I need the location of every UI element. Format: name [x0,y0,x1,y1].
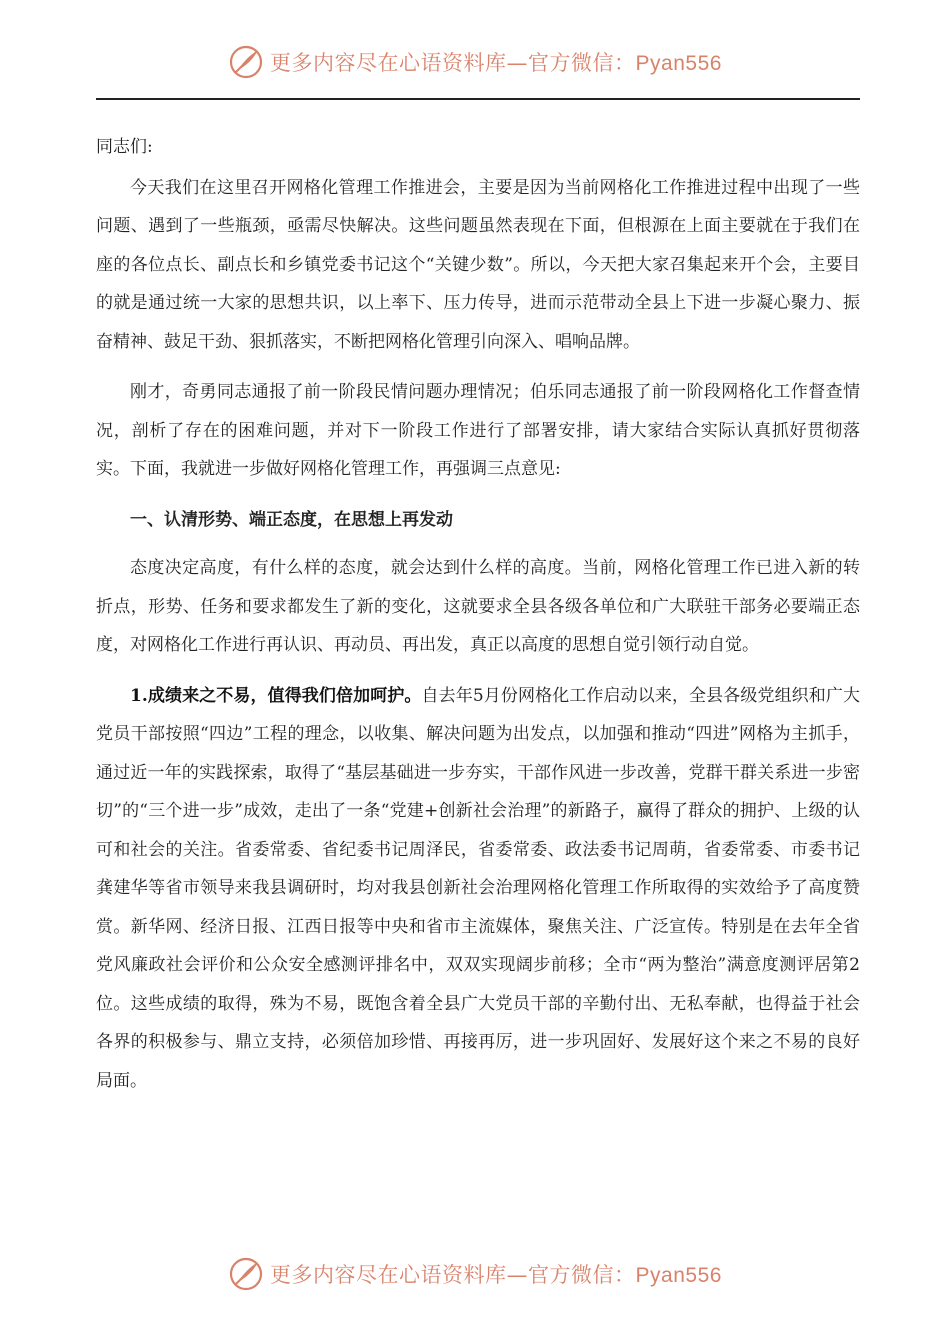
wechat-id: Pyan556 [635,52,722,75]
wechat-id: Pyan556 [635,1264,722,1287]
greeting: 同志们: [96,137,153,157]
document-body [96,128,860,1112]
paragraph-2: 刚才，奇勇同志通报了前一阶段民情问题办理情况；伯乐同志通报了前一阶段网格化工作督查情况，剖析了存在的困难问题，并对下一阶段工作进行了部署安排，请大家结合实际认真抓好贯彻落实。下面，我就进一步做好网格化管理工作，再强调三点意见: [96,382,860,479]
banner-text [270,47,722,77]
section-heading-1: 一、认清形势、端正态度，在思想上再发动 [130,509,453,530]
header-banner [0,40,950,84]
banner-text [270,1259,722,1289]
banner-slogan: 更多内容尽在心语资料库—官方微信： [270,1263,636,1287]
header-divider [96,98,860,100]
footer-banner [0,1252,950,1296]
paragraph-3: 态度决定高度，有什么样的态度，就会达到什么样的高度。当前，网格化管理工作已进入新的转折点，形势、任务和要求都发生了新的变化，这就要求全县各级各单位和广大联驻干部务必要端正态度，对网格化工作进行再认识、再动员、再出发，真正以高度的思想自觉引领行动自觉。 [96,558,860,655]
quill-logo-icon [228,1256,264,1292]
paragraph-4-lead: 1.成绩来之不易，值得我们倍加呵护。 [130,685,422,706]
paragraph-1: 今天我们在这里召开网格化管理工作推进会，主要是因为当前网格化工作推进过程中出现了一些问题、遇到了一些瓶颈，亟需尽快解决。这些问题虽然表现在下面，但根源在上面主要就在于我们在座的各位点长、副点长和乡镇党委书记这个“关键少数”。所以，今天把大家召集起来开个会，主要目的就是通过统一大家的思想共识，以上率下、压力传导，进而示范带动全县上下进一步凝心聚力、振奋精神、鼓足干劲、狠抓落实，不断把网格化管理引向深入、唱响品牌。 [96,177,860,352]
quill-logo-icon [228,44,264,80]
paragraph-4 [96,677,860,1101]
paragraph-4-body: 自去年5月份网格化工作启动以来，全县各级党组织和广大党员干部按照“四边”工程的理念，以收集、解决问题为出发点，以加强和推动“四进”网格为主抓手，通过近一年的实践探索，取得了“基层基础进一步夯实，干部作风进一步改善，党群干群关系进一步密切”的“三个进一步”成效，走出了一条“党建+创新社会治理”的新路子，赢得了群众的拥护、上级的认可和社会的关注。省委常委、省纪委书记周泽民，省委常委、政法委书记周萌，省委常委、市委书记龚建华等省市领导来我县调研时，均对我县创新社会治理网格化管理工作所取得的实效给予了高度赞赏。新华网、经济日报、江西日报等中央和省市主流媒体，聚焦关注、广泛宣传。特别是在去年全省党风廉政社会评价和公众安全感测评排名中，双双实现阔步前移；全市“两为整治”满意度测评居第2位。这些成绩的取得，殊为不易，既饱含着全县广大党员干部的辛勤付出、无私奉献，也得益于社会各界的积极参与、鼎立支持，必须倍加珍惜、再接再厉，进一步巩固好、发展好这个来之不易的良好局面。 [96,685,860,1091]
banner-slogan: 更多内容尽在心语资料库—官方微信： [270,51,636,75]
